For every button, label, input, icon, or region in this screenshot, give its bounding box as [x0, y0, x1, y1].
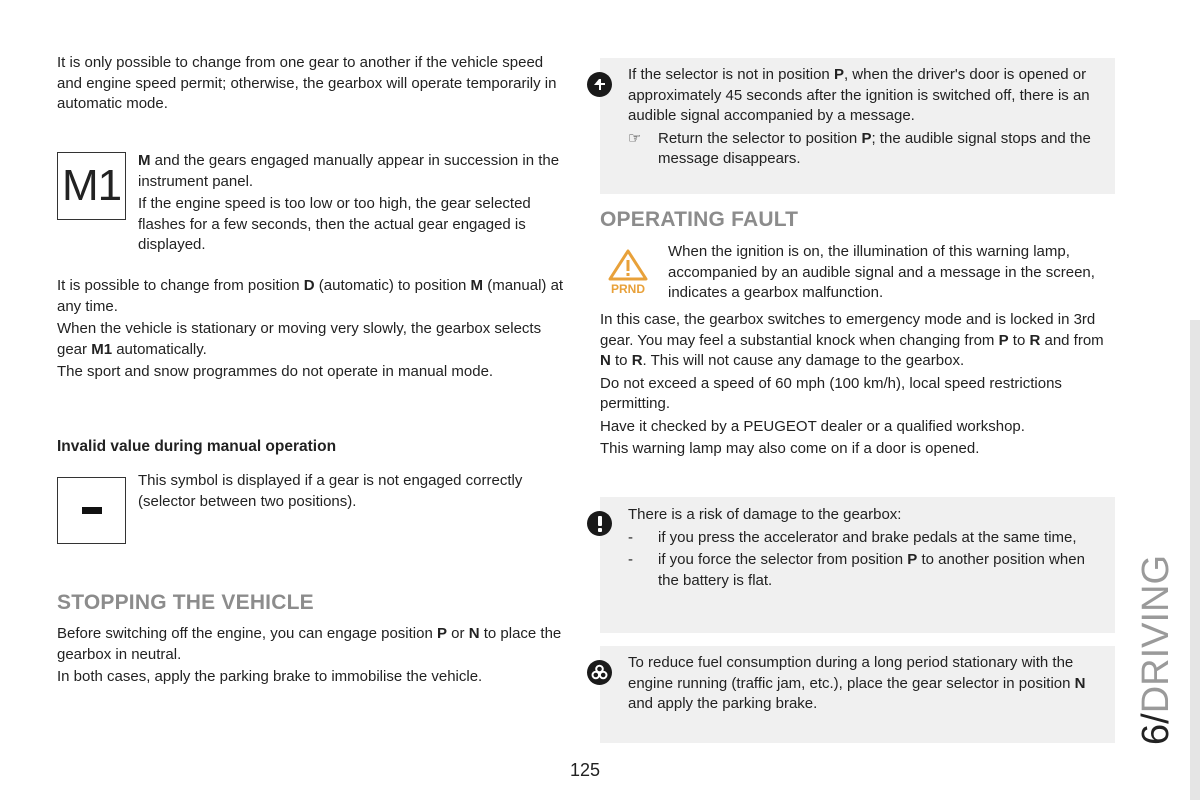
change-paragraph-1: It is possible to change from position D (automatic) to position M (manual) at any time.	[57, 277, 564, 315]
hand-pointer-icon: ☞	[628, 129, 642, 147]
fault-paragraph-2: Do not exceed a speed of 60 mph (100 km/h), local speed restrictions permitting.	[600, 374, 1062, 412]
info-icon	[587, 72, 612, 97]
m1-symbol-text: M1	[61, 160, 122, 210]
risk-item-2: - if you force the selector from position P to another position when the battery is flat.	[628, 551, 1085, 589]
fault-paragraph-4: This warning lamp may also come on if a door is opened.	[600, 440, 980, 457]
risk-note-content	[628, 505, 1106, 591]
chapter-number: 6/	[1135, 713, 1177, 745]
prnd-label: PRND	[610, 282, 645, 296]
m1-symbol	[57, 152, 126, 220]
info-note-text: If the selector is not in position P, when the driver's door is opened or approximately 45 seconds after the ignition is switched off, there is an audible signal accompanied by a message.	[628, 66, 1090, 124]
exclamation-icon	[587, 511, 612, 536]
change-paragraph-2: When the vehicle is stationary or moving very slowly, the gearbox selects gear M1 automatically.	[57, 320, 542, 358]
risk-item-1: - if you press the accelerator and brake pedals at the same time,	[628, 528, 1077, 546]
intro-paragraph: It is only possible to change from one gear to another if the vehicle speed and engine speed permit; otherwise, the gearbox will operate temporarily in automatic mode.	[57, 54, 557, 112]
eco-note-text: To reduce fuel consumption during a long period stationary with the engine running (traffic jam, etc.), place the gear selector in position N and apply the parking brake.	[628, 654, 1086, 712]
change-mode-section	[57, 276, 567, 383]
chapter-title: DRIVING	[1135, 554, 1177, 714]
invalid-symbol	[57, 477, 126, 544]
stopping-section	[57, 624, 567, 688]
m1-text-1: and the gears engaged manually appear in succession in the instrument panel.	[138, 152, 560, 190]
stop-paragraph-1: Before switching off the engine, you can engage position P or N to place the gearbox in neutral.	[57, 625, 562, 663]
risk-intro: There is a risk of damage to the gearbox:	[628, 506, 902, 523]
fault-section	[600, 310, 1110, 460]
info-note-subitem: ☞ Return the selector to position P; the audible signal stops and the message disappears.	[628, 129, 1091, 167]
fault-paragraph-3: Have it checked by a PEUGEOT dealer or a qualified workshop.	[600, 417, 1025, 435]
stopping-heading: STOPPING THE VEHICLE	[57, 591, 314, 614]
info-note-content	[628, 65, 1106, 170]
invalid-text: This symbol is displayed if a gear is not engaged correctly (selector between two positions).	[138, 472, 523, 510]
m1-paragraph-1	[138, 151, 568, 192]
fault-lamp-text: When the ignition is on, the illumination of this warning lamp, accompanied by an audible signal and a message in the screen, indicates a gearbox malfunction.	[668, 243, 1095, 301]
dash-symbol-icon	[82, 507, 102, 514]
chapter-label	[1136, 545, 1176, 745]
stop-paragraph-2: In both cases, apply the parking brake to immobilise the vehicle.	[57, 668, 483, 685]
fault-heading: OPERATING FAULT	[600, 208, 799, 231]
chapter-side-tab	[1190, 320, 1200, 800]
eco-icon	[587, 660, 612, 685]
fault-paragraph-1: In this case, the gearbox switches to emergency mode and is locked in 3rd gear. You may feel a substantial knock when changing from P to R and from N to R. This will not cause any damage to the gearbox.	[600, 311, 1104, 369]
m1-description	[138, 151, 568, 256]
m1-bold: M	[138, 152, 151, 169]
gearbox-warning-icon	[605, 248, 651, 300]
change-paragraph-3: The sport and snow programmes do not operate in manual mode.	[57, 363, 494, 380]
page-number: 125	[569, 760, 601, 780]
m1-paragraph-2: If the engine speed is too low or too high, the gear selected flashes for a few seconds, then the actual gear engaged is displayed.	[138, 195, 531, 253]
invalid-heading: Invalid value during manual operation	[57, 438, 337, 455]
